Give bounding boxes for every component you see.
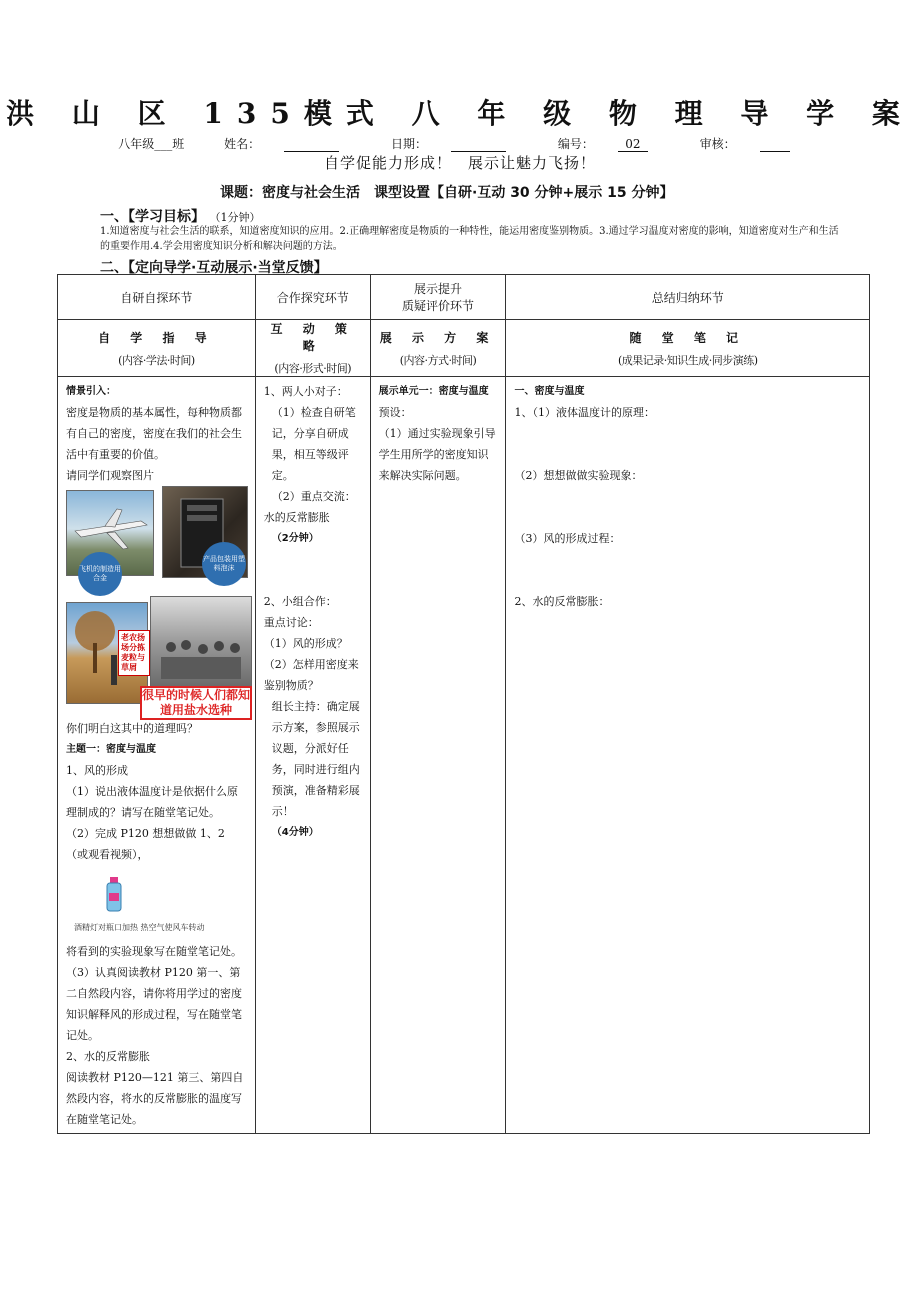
image-group-bottom [66,602,251,717]
presentation-cell [370,377,506,1134]
number-label: 编号： [557,137,594,151]
header-col2: 合作探究环节 [255,275,370,320]
header-col3-line1: 展示提升 [414,282,463,296]
header-col3 [370,275,506,320]
self-study-cell [58,377,256,1134]
step1-text: （1）说出液体温度计是依据什么原理制成的？请写在随堂笔记处。 [66,785,238,819]
cooperation-cell [255,377,370,1134]
present-line1: 展示单元一：密度与温度 [378,386,489,397]
packaging-badge: 产品包装用塑料泡沫 [202,542,246,586]
notes-line3: （2）想想做做实验现象： [514,469,643,482]
coop-line10: 组长主持：确定展示方案，参照展示议题，分派好任务，同时进行组内预演，准备精彩展示！ [271,700,360,818]
notes-line1: 一、密度与温度 [514,386,585,397]
section1-title: 一、【学习目标】 [100,209,205,225]
header-meta [0,135,920,152]
image-group-top [66,490,247,598]
subheader-col4: 随 堂 笔 记 (成果记录·知识生成·同步演练) [506,320,870,377]
section2-title: 二、【定向导学·互动展示·当堂反馈】 [100,260,328,276]
motto: 自学促能力形成！ 展示让魅力飞扬！ [323,154,596,172]
coop-time2: （4分钟） [271,827,319,838]
lesson-table [57,274,870,1134]
notes-line5: 2、水的反常膨胀： [514,595,610,608]
name-label: 姓名： [224,137,261,151]
section1-heading [100,206,261,226]
winnowing-label: 老农扬场分拣麦粒与草屑 [118,630,150,676]
header-col3-line2: 质疑评价环节 [402,299,475,313]
step5-text: 阅读教材 P120—121 第三、第四自然段内容，将水的反常膨胀的温度写在随堂笔记处。 [66,1071,244,1126]
observe-text: 请同学们观察图片 [66,469,154,482]
subheader-col3: 展 示 方 案 (内容·方式·时间) [370,320,506,377]
theme1-title: 主题一：密度与温度 [66,744,156,755]
intro-title: 情景引入： [66,386,116,397]
coop-line9: （2）怎样用密度来鉴别物质？ [263,658,359,692]
table-header-row [58,275,870,320]
date-label: 日期： [390,137,427,151]
crowd-icon [151,597,251,687]
intro-text: 密度是物质的基本属性，每种物质都有自己的密度，密度在我们的社会生活中有重要的价值。 [66,406,242,461]
salt-water-label: 很早的时候人们都知道用盐水选种 [140,686,252,720]
coop-line2: （1）检查自研笔记，分享自研成果，相互等级评定。 [271,406,356,482]
notes-line4: （3）风的形成过程： [514,532,621,545]
question-text: 你们明白这其中的道理吗？ [66,722,198,735]
wind-title: 1、风的形成 [66,764,128,777]
step3-text: 将看到的实验现象写在随堂笔记处。 [66,945,242,958]
coop-line6: 2、小组合作： [263,595,337,608]
coop-line1: 1、两人小对子： [263,385,348,398]
subheader-col1: 自 学 指 导 (内容·学法·时间) [58,320,256,377]
present-line3: （1）通过实验现象引导学生用所学的密度知识来解决实际问题。 [378,427,496,482]
notes-line2: 1、（1）液体温度计的原理： [514,406,655,419]
table-body-row [58,377,870,1134]
notes-cell [506,377,870,1134]
step2-text: （2）完成 P120 想想做做 1、2（或观看视频）， [66,827,225,861]
header-col4: 总结归纳环节 [506,275,870,320]
seed-selection-image [150,596,252,688]
header-col1: 自研自探环节 [58,275,256,320]
video-caption: 酒精灯对瓶口加热 热空气使风车转动 [74,923,205,932]
coop-line3: （2）重点交流： [271,490,356,503]
coop-line4: 水的反常膨胀 [263,511,330,524]
course-title: 课题：密度与社会生活 课型设置【自研·互动 30 分钟+展示 15 分钟】 [220,185,674,201]
review-label: 审核： [699,137,736,151]
coop-time1: （2分钟） [271,533,319,544]
number-value: 02 [618,137,648,152]
bottle-icon [104,875,124,915]
table-subheader-row [58,320,870,377]
water-title: 2、水的反常膨胀 [66,1050,150,1063]
coop-line7: 重点讨论： [263,616,319,629]
subheader-col2: 互 动 策 略 (内容·形式·时间) [255,320,370,377]
airplane-badge: 飞机的制造用合金 [78,552,122,596]
grade-label: 八年级___班 [118,137,185,151]
learning-goals: 1.知道密度与社会生活的联系，知道密度知识的应用。2.正确理解密度是物质的一种特性，能运用密度鉴别物质。3.通过学习温度对密度的影响，知道密度对生产和生活的重要作用.4.学会用密度知识分析和解决问题的方法。 [100,226,839,252]
section1-time: （1分钟） [215,211,261,224]
step4-text: （3）认真阅读教材 P120 第一、第二自然段内容，请你将用学过的密度知识解释风的形成过程，写在随堂笔记处。 [66,966,242,1042]
page-title: 洪 山 区 135模式 八 年 级 物 理 导 学 案 [6,97,914,130]
video-thumb [66,865,247,941]
present-line2: 预设： [378,406,412,419]
coop-line8: （1）风的形成？ [263,637,348,650]
